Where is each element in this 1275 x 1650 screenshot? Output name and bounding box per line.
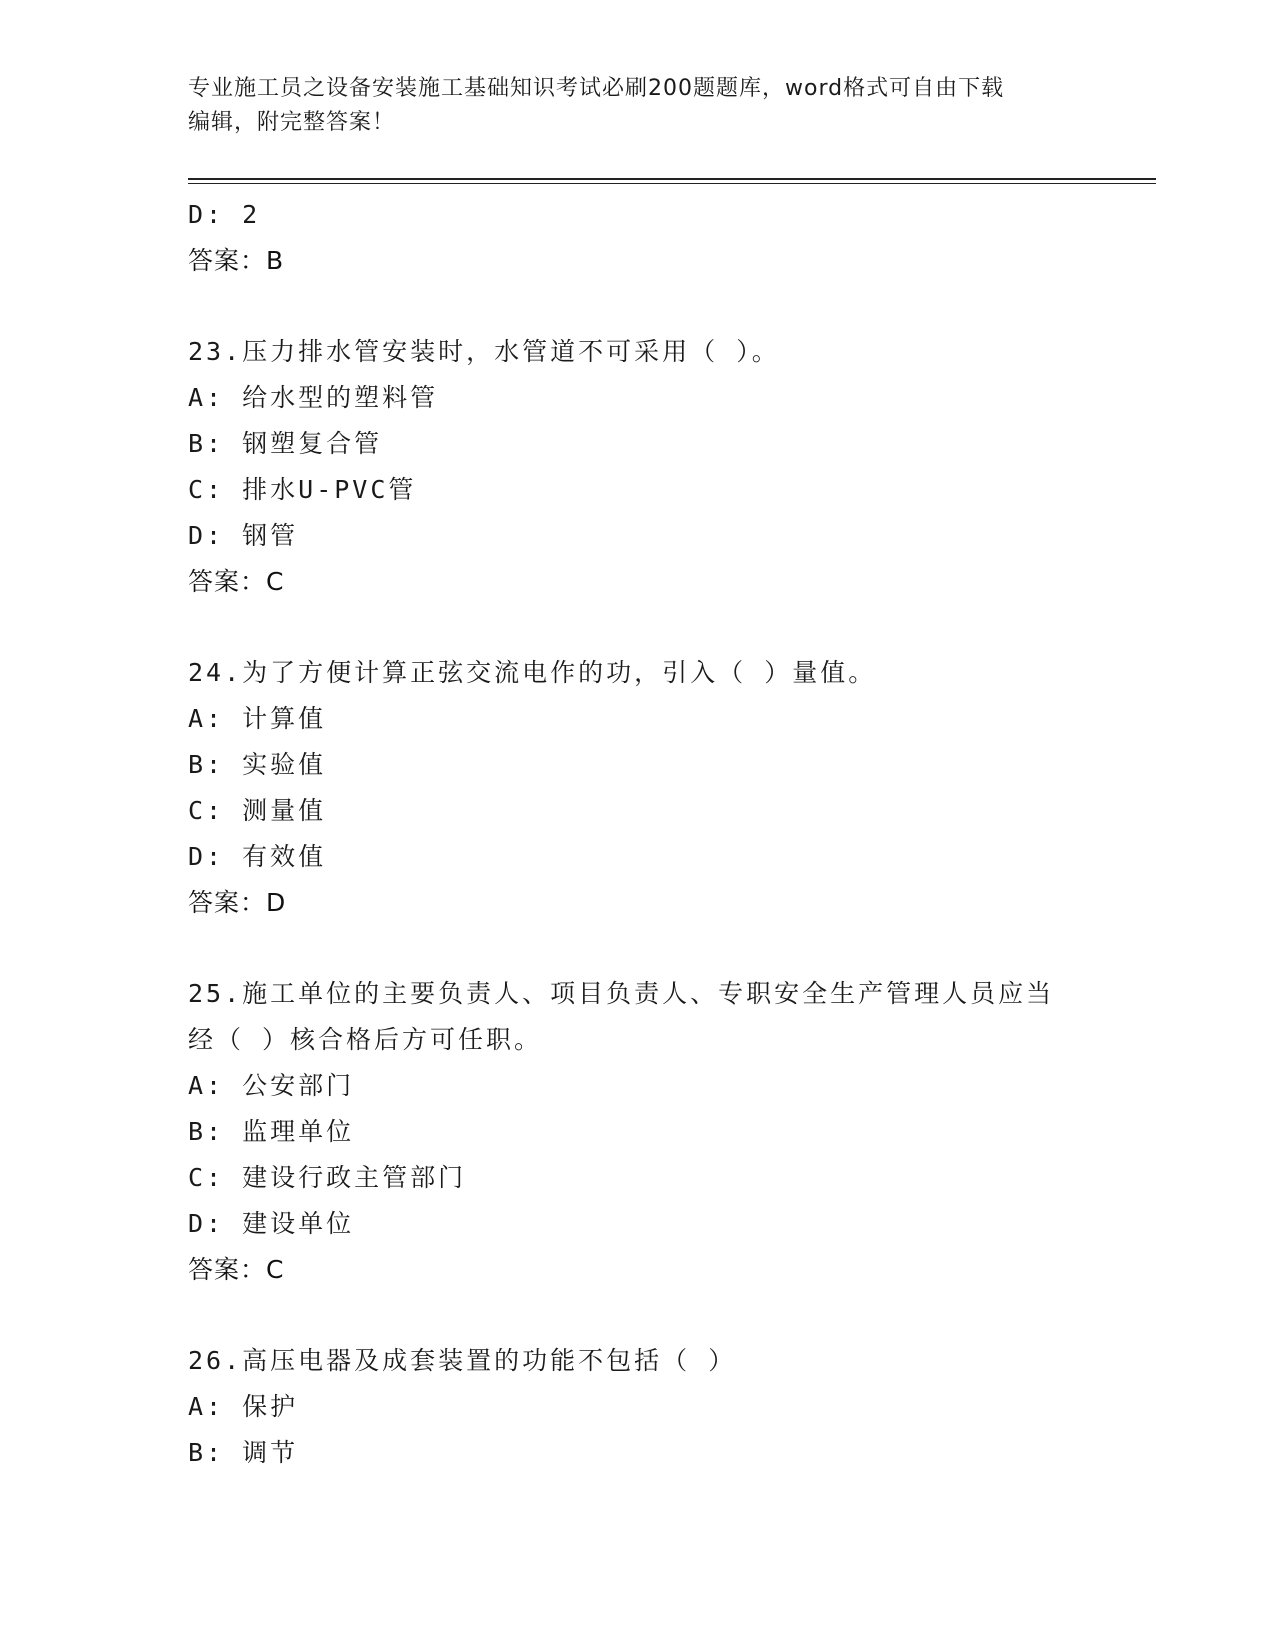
answer: 答案：C xyxy=(188,1255,285,1284)
carryover-answer: 答案：B xyxy=(188,246,285,275)
option-b: B: 实验值 xyxy=(188,750,327,779)
option-a: A: 给水型的塑料管 xyxy=(188,383,439,412)
option-d: D: 有效值 xyxy=(188,842,327,871)
header-divider-thick xyxy=(188,178,1156,180)
question-24 xyxy=(188,650,1088,926)
spacer xyxy=(188,284,1088,329)
header-divider-thin xyxy=(188,183,1156,184)
header-line-2: 编辑，附完整答案！ xyxy=(188,110,396,135)
option-d: D: 钢管 xyxy=(188,521,299,550)
option-c: C: 测量值 xyxy=(188,796,327,825)
answer: 答案：C xyxy=(188,567,285,596)
spacer xyxy=(188,1293,1088,1338)
question-stem: 24.为了方便计算正弦交流电作的功，引入（ ）量值。 xyxy=(188,658,877,687)
carryover-option-d: D: 2 xyxy=(188,200,261,229)
spacer xyxy=(188,605,1088,650)
document-body xyxy=(188,192,1088,1476)
spacer xyxy=(188,926,1088,971)
option-c: C: 排水U-PVC管 xyxy=(188,475,417,504)
option-a: A: 保护 xyxy=(188,1392,299,1421)
question-stem: 26.高压电器及成套装置的功能不包括（ ） xyxy=(188,1346,737,1375)
document-header xyxy=(188,72,1078,140)
option-a: A: 公安部门 xyxy=(188,1071,355,1100)
question-23 xyxy=(188,329,1088,605)
option-d: D: 建设单位 xyxy=(188,1209,355,1238)
option-b: B: 监理单位 xyxy=(188,1117,355,1146)
option-b: B: 钢塑复合管 xyxy=(188,429,383,458)
question-stem: 23.压力排水管安装时，水管道不可采用（ ）。 xyxy=(188,337,780,366)
question-26 xyxy=(188,1338,1088,1476)
option-a: A: 计算值 xyxy=(188,704,327,733)
question-stem-line-2: 经（ ）核合格后方可任职。 xyxy=(188,1025,543,1054)
question-25 xyxy=(188,971,1088,1293)
answer: 答案：D xyxy=(188,888,287,917)
question-stem-line-1: 25.施工单位的主要负责人、项目负责人、专职安全生产管理人员应当 xyxy=(188,979,1055,1008)
option-b: B: 调节 xyxy=(188,1438,299,1467)
option-c: C: 建设行政主管部门 xyxy=(188,1163,467,1192)
header-line-1: 专业施工员之设备安装施工基础知识考试必刷200题题库，word格式可自由下载 xyxy=(188,76,1005,101)
